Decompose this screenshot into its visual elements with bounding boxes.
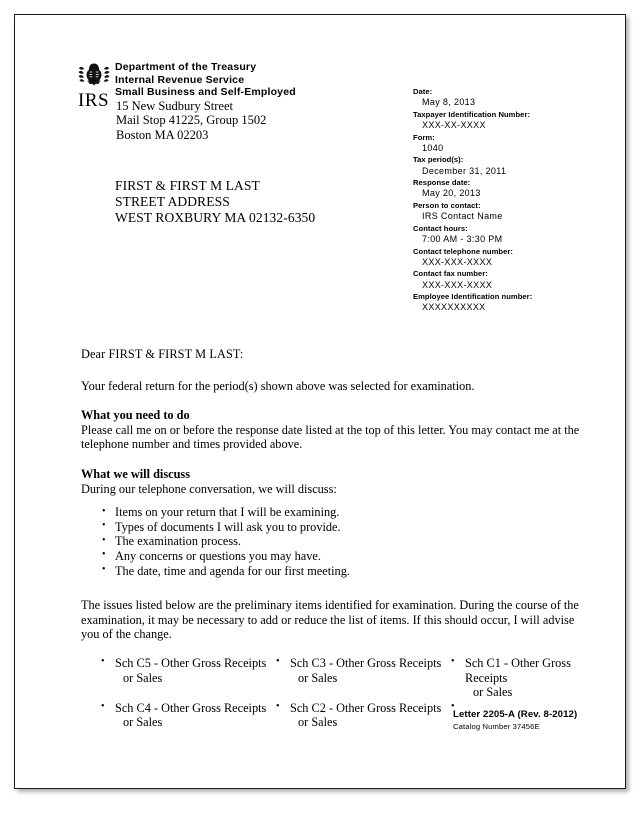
letter-number: Letter 2205-A (Rev. 8-2012) [453, 709, 578, 720]
agency-line-irs: Internal Revenue Service [115, 73, 245, 86]
info-label-tin: Taxpayer Identification Number: [413, 109, 531, 119]
text-what-we-will-discuss: During our telephone conversation, we will discuss: [81, 481, 337, 496]
info-label-contact-telephone: Contact telephone number: [413, 246, 513, 256]
list-item: • Types of documents I will ask you to provide. [102, 520, 581, 535]
issue-line-2: or Sales [473, 685, 513, 700]
info-value-contact-hours: 7:00 AM - 3:30 PM [422, 233, 503, 244]
list-item [101, 701, 276, 730]
recipient-street: STREET ADDRESS [115, 194, 230, 210]
list-item [451, 656, 601, 700]
heading-what-you-need-to-do: What you need to do [81, 408, 190, 423]
preliminary-issues-paragraph: The issues listed below are the preliminary items identified for examination. During the course of the examination, it may be necessary to add or reduce the list of items. If this should occur, I will advise you of the change. [81, 598, 579, 642]
agency-name-lines [115, 61, 296, 99]
heading-what-we-will-discuss: What we will discuss [81, 466, 190, 481]
info-value-contact-telephone: XXX-XXX-XXXX [422, 256, 493, 267]
issue-line-2: or Sales [298, 670, 338, 685]
info-value-form: 1040 [422, 142, 444, 153]
info-value-date: May 8, 2013 [422, 97, 476, 108]
intro-paragraph: Your federal return for the period(s) shown above was selected for examination. [81, 378, 475, 393]
info-value-response-date: May 20, 2013 [422, 188, 481, 199]
info-label-response-date: Response date: [413, 178, 471, 188]
info-value-tin: XXX-XX-XXXX [422, 120, 486, 130]
letterhead [77, 61, 337, 143]
letterhead-top-row [77, 61, 337, 99]
info-label-date: Date: [413, 87, 433, 96]
info-value-employee-id: XXXXXXXXXX [422, 302, 486, 313]
irs-wordmark: IRS [78, 90, 110, 111]
list-item: • The date, time and agenda for our first meeting. [102, 564, 581, 579]
list-item: • Any concerns or questions you may have. [102, 549, 581, 564]
letterhead-address-line-3: Boston MA 02203 [116, 127, 209, 142]
info-label-contact-fax: Contact fax number: [413, 269, 488, 279]
case-info-block [413, 87, 603, 315]
letterhead-address-line-2: Mail Stop 41225, Group 1502 [116, 113, 267, 128]
section-spacer [81, 452, 581, 467]
issue-line-1: Sch C1 - Other Gross Receipts [465, 655, 571, 685]
info-value-tax-period: December 31, 2011 [422, 165, 507, 176]
text-what-you-need-to-do: Please call me on or before the response date listed at the top of this letter. You may contact me at the telephone number and times provided above. [81, 422, 580, 452]
recipient-name: FIRST & FIRST M LAST [115, 178, 260, 193]
issue-line-1: Sch C2 - Other Gross Receipts [290, 700, 442, 715]
info-value-person-to-contact: IRS Contact Name [422, 211, 503, 222]
info-label-form: Form: [413, 132, 435, 142]
salutation: Dear FIRST & FIRST M LAST: [81, 347, 244, 361]
agency-line-treasury: Department of the Treasury [115, 61, 257, 73]
letter-page [14, 14, 626, 789]
list-item: • Items on your return that I will be examining. [102, 505, 581, 520]
letter-footer [453, 709, 577, 732]
issue-line-1: Sch C3 - Other Gross Receipts [290, 655, 442, 670]
issue-line-2: or Sales [123, 670, 163, 685]
catalog-number: Catalog Number 37456E [453, 722, 540, 731]
list-item [101, 656, 276, 700]
recipient-city-state-zip: WEST ROXBURY MA 02132-6350 [115, 210, 316, 226]
letterhead-address [116, 99, 337, 143]
issue-line-1: Sch C4 - Other Gross Receipts [115, 700, 267, 715]
issue-line-2: or Sales [123, 715, 163, 730]
issue-line-2: or Sales [298, 715, 338, 730]
info-label-employee-id: Employee Identification number: [413, 292, 533, 302]
recipient-address-block [115, 178, 315, 227]
info-label-tax-period: Tax period(s): [413, 155, 464, 165]
letter-body [81, 347, 581, 730]
list-item [276, 656, 451, 700]
irs-eagle-seal-icon [77, 61, 111, 92]
discussion-topics-list [81, 505, 581, 578]
agency-line-division: Small Business and Self-Employed [115, 86, 296, 99]
list-item [276, 701, 451, 730]
letterhead-address-line-1: 15 New Sudbury Street [116, 98, 233, 113]
info-value-contact-fax: XXX-XXX-XXXX [422, 279, 493, 290]
info-label-contact-hours: Contact hours: [413, 223, 468, 233]
list-item: • The examination process. [102, 534, 581, 549]
issue-line-1: Sch C5 - Other Gross Receipts [115, 655, 267, 670]
info-label-person-to-contact: Person to contact: [413, 200, 481, 210]
